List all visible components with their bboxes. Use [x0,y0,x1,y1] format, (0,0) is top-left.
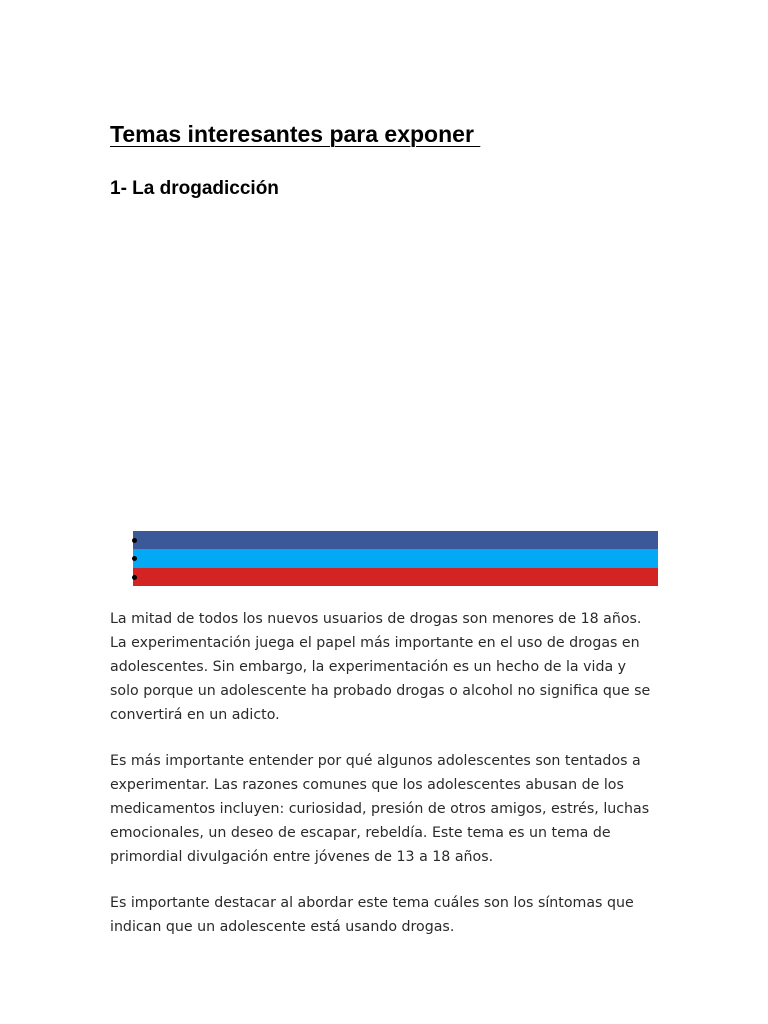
paragraph-3: Es importante destacar al abordar este tema cuáles son los síntomas que indican que un adolescente está usando drogas. [110,895,634,935]
share-button-facebook[interactable] [133,531,658,549]
paragraph-2: Es más importante entender por qué algunos adolescentes son tentados a experimentar. Las razones comunes que los adolescentes abusan de los medicamentos incluyen: curiosidad, presión de otros amigos, estrés, luchas emocionales, un deseo de escapar, rebeldía. Este tema es un tema de primordial divulgación entre jóvenes de 13 a 18 años. [110,753,650,865]
bullet-icon [132,538,137,543]
bullet-icon [132,556,137,561]
bullet-icon [132,575,137,580]
paragraph-1: La mitad de todos los nuevos usuarios de drogas son menores de 18 años. La experimentación juega el papel más importante en el uso de drogas en adolescentes. Sin embargo, la experimentación es un hecho de la vida y solo porque un adolescente ha probado drogas o alcohol no significa que se convertirá en un adicto. [110,611,651,723]
share-button-yelp[interactable] [133,568,658,586]
share-button-twitter[interactable] [133,549,658,567]
share-buttons-list [133,531,658,586]
document-title: Temas interesantes para exponer [110,121,481,147]
section-heading: 1- La drogadicción [110,178,279,199]
